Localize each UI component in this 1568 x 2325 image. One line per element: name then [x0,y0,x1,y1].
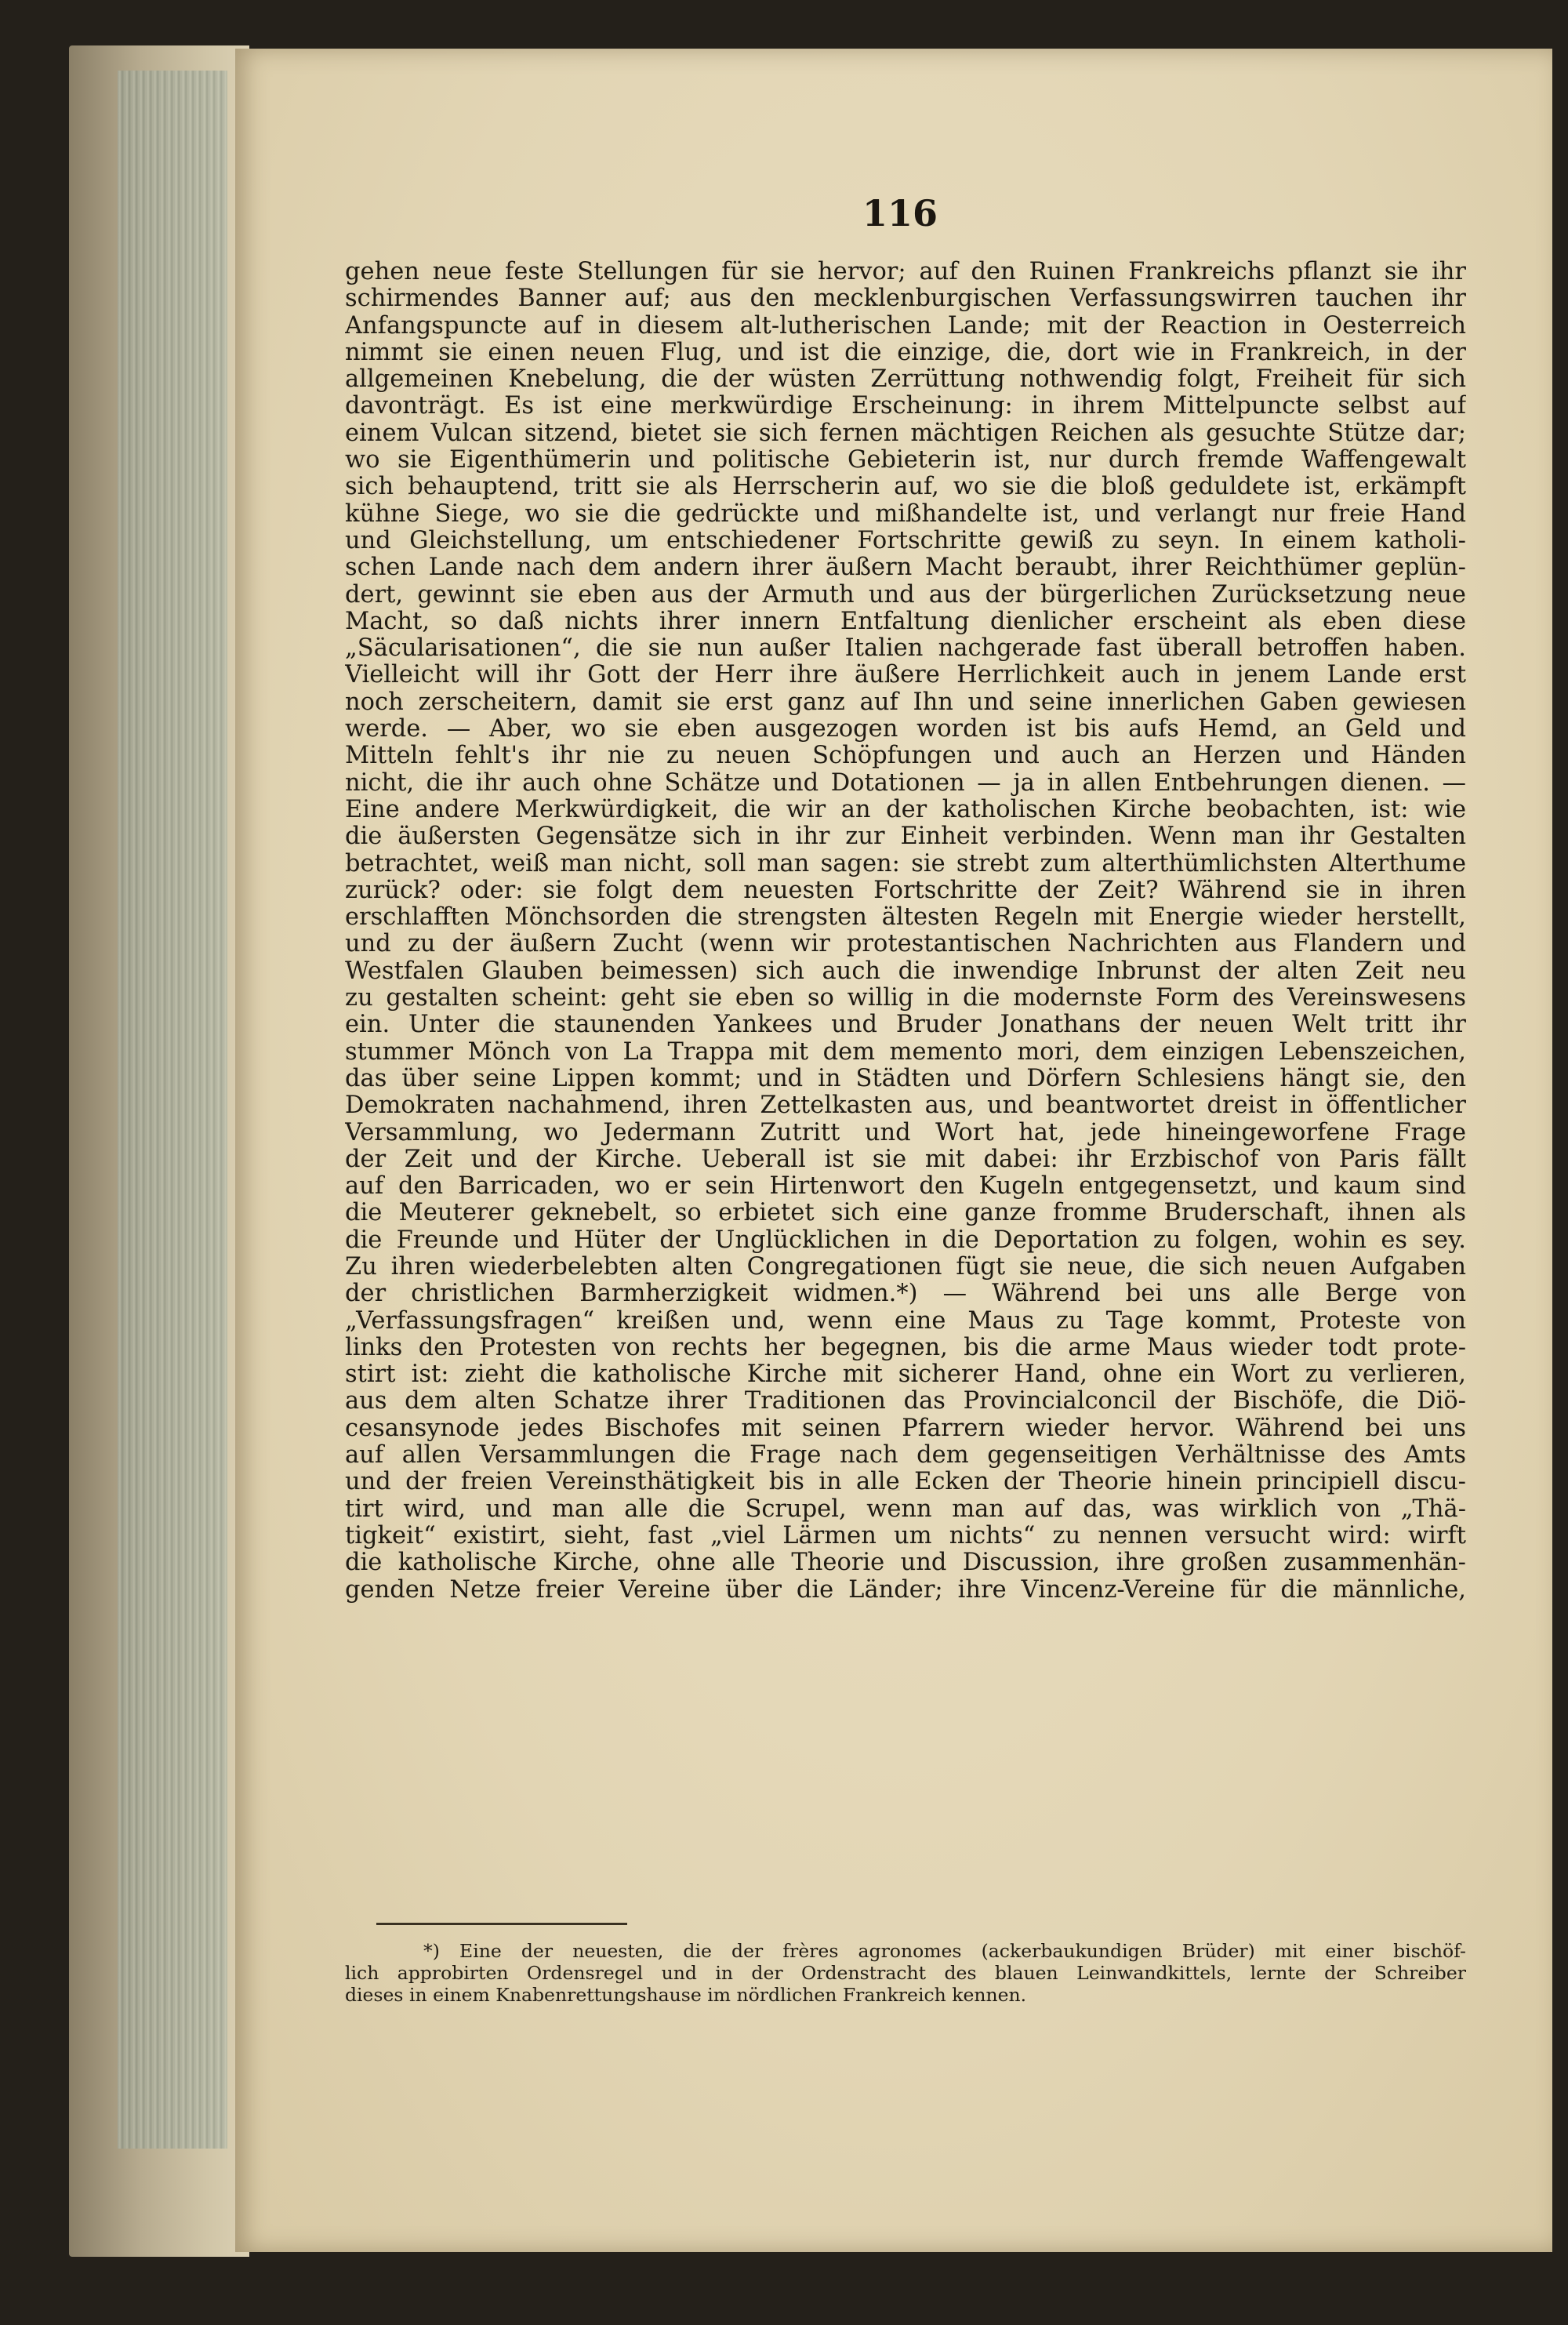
text-line: Anfangspuncte auf in diesem alt-lutherischen Lande; mit der Reaction in Oesterreich [345,312,1466,340]
text-line: noch zerscheitern, damit sie erst ganz auf Ihn und seine innerlichen Gaben gewiesen [345,688,1466,716]
footnote-line: dieses in einem Knabenrettungshause im nördlichen Frankreich kennen. [345,1984,1027,2006]
body-text [345,259,1466,1604]
text-line: dert, gewinnt sie eben aus der Armuth und aus der bürgerlichen Zurücksetzung neue [345,581,1466,608]
footnote-line: *) Eine der neuesten, die der frères agronomes (ackerbaukundigen Brüder) mit einer bischöf- [423,1940,1466,1962]
text-line: Westfalen Glauben beimessen) sich auch die inwendige Inbrunst der alten Zeit neu [345,957,1466,985]
text-line: Zu ihren wiederbelebten alten Congregationen fügt sie neue, die sich neuen Aufgaben [345,1253,1466,1281]
text-line: und der freien Vereinsthätigkeit bis in alle Ecken der Theorie hinein principiell discu- [345,1469,1466,1496]
text-line: auf allen Versammlungen die Frage nach dem gegenseitigen Verhältnisse des Amts [345,1442,1466,1469]
text-line: Mitteln fehlt's ihr nie zu neuen Schöpfungen und auch an Herzen und Händen [345,743,1466,770]
text-line: der christlichen Barmherzigkeit widmen.*) — Während bei uns alle Berge von [345,1281,1466,1308]
text-line: Vielleicht will ihr Gott der Herr ihre äußere Herrlichkeit auch in jenem Lande erst [345,662,1466,689]
text-line: tirt wird, und man alle die Scrupel, wenn man auf das, was wirklich von „Thä- [345,1495,1466,1523]
text-line: davonträgt. Es ist eine merkwürdige Erscheinung: in ihrem Mittelpuncte selbst auf [345,393,1466,420]
text-line: aus dem alten Schatze ihrer Traditionen das Provincialconcil der Bischöfe, die Diö- [345,1388,1466,1415]
text-line: werde. — Aber, wo sie eben ausgezogen worden ist bis aufs Hemd, an Geld und [345,716,1466,743]
text-line: Versammlung, wo Jedermann Zutritt und Wort hat, jede hineingeworfene Frage [345,1119,1466,1146]
footnote-line: lich approbirten Ordensregel und in der Ordenstracht des blauen Leinwandkittels, lernte der Schreiber [345,1962,1466,1984]
text-line: cesansynode jedes Bischofes mit seinen Pfarrern wieder hervor. Während bei uns [345,1415,1466,1442]
text-line: schirmendes Banner auf; aus den mecklenburgischen Verfassungswirren tauchen ihr [345,285,1466,313]
text-line: Macht, so daß nichts ihrer innern Entfaltung dienlicher erscheint als eben diese [345,608,1466,635]
footnote-divider [376,1923,627,1925]
text-line: der Zeit und der Kirche. Ueberall ist sie mit dabei: ihr Erzbischof von Paris fällt [345,1146,1466,1173]
text-line: stirt ist: zieht die katholische Kirche mit sicherer Hand, ohne ein Wort zu verlieren, [345,1361,1466,1389]
text-line: Eine andere Merkwürdigkeit, die wir an der katholischen Kirche beobachten, ist: wie [345,796,1466,823]
text-line: die Meuterer geknebelt, so erbietet sich eine ganze fromme Bruderschaft, ihnen als [345,1200,1466,1227]
text-line: die äußersten Gegensätze sich in ihr zur Einheit verbinden. Wenn man ihr Gestalten [345,823,1466,851]
text-line: „Verfassungsfragen“ kreißen und, wenn eine Maus zu Tage kommt, Proteste von [345,1307,1466,1335]
text-line: die Freunde und Hüter der Unglücklichen in die Deportation zu folgen, wohin es sey. [345,1226,1466,1254]
text-line: links den Protesten von rechts her begegnen, bis die arme Maus wieder todt prote- [345,1334,1466,1361]
text-line: zurück? oder: sie folgt dem neuesten Fortschritte der Zeit? Während sie in ihren [345,877,1466,904]
text-line: betrachtet, weiß man nicht, soll man sagen: sie strebt zum alterthümlichsten Alterthume [345,850,1466,877]
book-spine-shadow [118,71,227,2149]
text-line: erschlafften Mönchsorden die strengsten ältesten Regeln mit Energie wieder herstellt, [345,904,1466,932]
text-line: stummer Mönch von La Trappa mit dem memento mori, dem einzigen Lebenszeichen, [345,1038,1466,1066]
text-line: allgemeinen Knebelung, die der wüsten Zerrüttung nothwendig folgt, Freiheit für sich [345,366,1466,394]
footnote [345,1940,1466,2006]
text-line: kühne Siege, wo sie die gedrückte und mißhandelte ist, und verlangt nur freie Hand [345,500,1466,528]
text-line: sich behauptend, tritt sie als Herrscherin auf, wo sie die bloß geduldete ist, erkämpft [345,474,1466,501]
text-line: einem Vulcan sitzend, bietet sie sich fernen mächtigen Reichen als gesuchte Stütze dar; [345,420,1466,447]
text-line: zu gestalten scheint: geht sie eben so willig in die modernste Form des Vereinswesens [345,985,1466,1012]
text-line: gehen neue feste Stellungen für sie hervor; auf den Ruinen Frankreichs pflanzt sie ihr [345,259,1466,285]
text-line: „Säcularisationen“, die sie nun außer Italien nachgerade fast überall betroffen haben. [345,635,1466,663]
text-line: genden Netze freier Vereine über die Länder; ihre Vincenz-Vereine für die männliche, [345,1576,1466,1604]
page-number: 116 [862,192,938,234]
text-line: schen Lande nach dem andern ihrer äußern Macht beraubt, ihrer Reichthümer geplün- [345,554,1466,582]
text-line: das über seine Lippen kommt; und in Städten und Dörfern Schlesiens hängt sie, den [345,1065,1466,1092]
text-line: nimmt sie einen neuen Flug, und ist die einzige, die, dort wie in Frankreich, in der [345,339,1466,366]
text-line: und Gleichstellung, um entschiedener Fortschritte gewiß zu seyn. In einem katholi- [345,527,1466,554]
text-line: auf den Barricaden, wo er sein Hirtenwort den Kugeln entgegensetzt, und kaum sind [345,1173,1466,1201]
text-line: die katholische Kirche, ohne alle Theorie und Discussion, ihre großen zusammenhän- [345,1549,1466,1577]
text-line: wo sie Eigenthümerin und politische Gebieterin ist, nur durch fremde Waffengewalt [345,447,1466,474]
text-line: tigkeit“ existirt, sieht, fast „viel Lärmen um nichts“ zu nennen versucht wird: wirft [345,1522,1466,1549]
text-line: ein. Unter die staunenden Yankees und Bruder Jonathans der neuen Welt tritt ihr [345,1012,1466,1039]
text-line: nicht, die ihr auch ohne Schätze und Dotationen — ja in allen Entbehrungen dienen. — [345,769,1466,797]
text-line: und zu der äußern Zucht (wenn wir protestantischen Nachrichten aus Flandern und [345,931,1466,958]
text-line: Demokraten nachahmend, ihren Zettelkasten aus, und beantwortet dreist in öffentlicher [345,1092,1466,1120]
